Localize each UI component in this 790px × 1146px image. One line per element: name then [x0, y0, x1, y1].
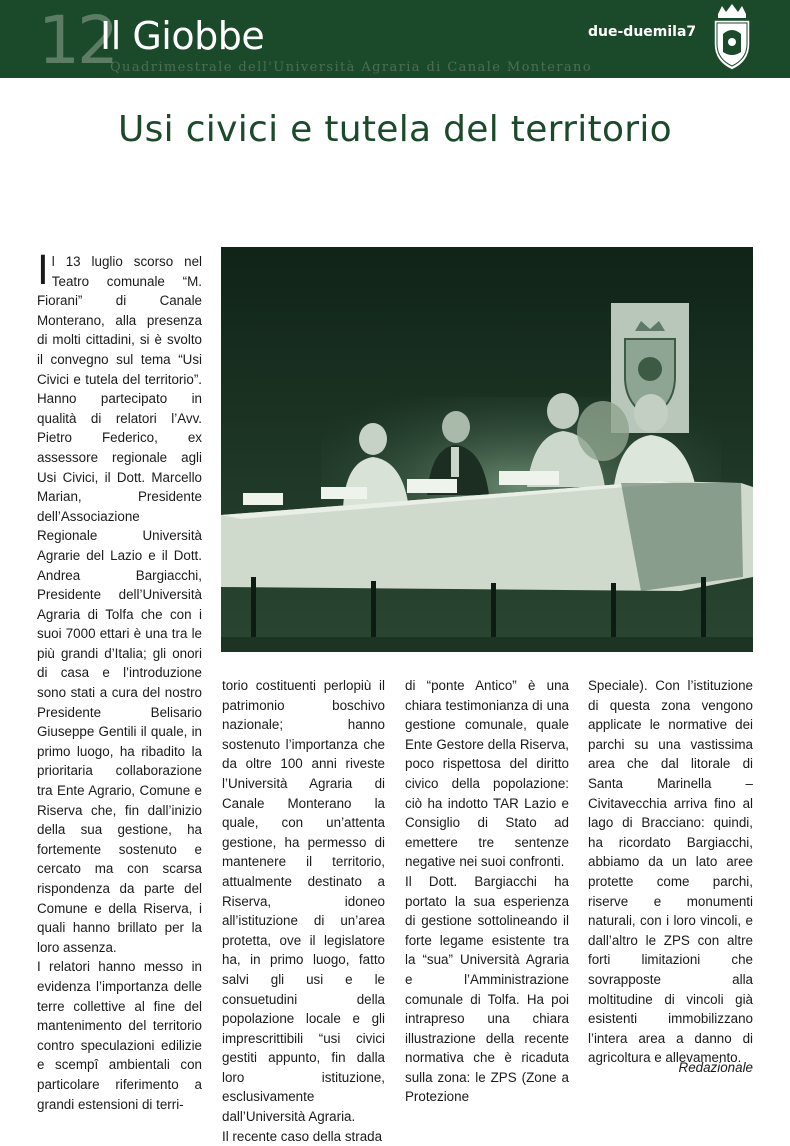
paragraph-strada: Il recente caso della strada: [222, 1128, 383, 1144]
drop-cap: I: [37, 248, 49, 294]
paragraph-territorio: torio costituenti perlopiù il patrimonio boschivo nazionale; hanno sostenuto l’importanza che da oltre 100 anni riveste l’Università Agraria di Canale Monterano la quale, con un’attenta gestione, ha permesso di mantenere il territorio, attualmente destinato a Riserva, idoneo all’istituzione di un’area protetta, ove il legislatore ha, in primo luogo, fatto salvi gli usi e le consuetudini della popolazione locale e gli imprescrittibili “usi civici gestiti appunto, fin dalla loro istituzione, esclusivamente dall’Università Agraria.: [222, 678, 385, 1125]
article-headline: Usi civici e tutela del territorio: [117, 109, 673, 150]
byline: Redazionale: [678, 1060, 753, 1075]
coat-of-arms-icon: [708, 4, 756, 72]
article-column-4: [588, 676, 753, 1068]
journal-subtitle: Quadrimestrale dell'Università Agraria di Canale Monterano: [110, 60, 593, 75]
paragraph-zps: Speciale). Con l’istituzione di questa zona vengono applicate le normative dei parchi su una vastissima area che dal litorale di Santa Marinella – Civitavecchia arriva fino al lago di Bracciano: quindi, ha ricordato Bargiacchi, abbiamo da un lato aree protette come parchi, riserve e monumenti naturali, con i loro vincoli, e dall’altro le ZPS con altre forti limitazioni che sovrapposte alla moltitudine di vincoli già esistenti immobilizzano l’intera area a danno di agricoltura e allevamento.: [588, 678, 753, 1066]
issue-label: due-duemila7: [588, 24, 697, 40]
journal-name: Il Giobbe: [100, 14, 265, 58]
conference-photo: [221, 247, 753, 652]
paragraph-intro: l 13 luglio scorso nel Teatro comunale “M. Fiorani” di Canale Monterano, alla presenza di molti cittadini, si è svolto il convegno sul tema “Usi Civici e tutela del territorio”. Hanno partecipato in qualità di relatori l’Avv. Pietro Federico, ex assessore regionale agli Usi Civici, il Dott. Marcello Marian, Presidente dell’Associazione Regionale Università Agrarie del Lazio e il Dott. Andrea Bargiacchi, Presidente dell’Università Agraria di Tolfa che con i suoi 7000 ettari è una tra le più grandi d’Italia; gli onori di casa e l’introduzione sono stati a cura del nostro Presidente Belisario Giuseppe Gentili il quale, in primo luogo, ha ribadito la prioritaria collaborazione tra Ente Agrario, Comune e Riserva che, fin dall’inizio della sua gestione, ha fortemente sostenuto e cercato ma con scarsa rispondenza da parte del Comune e della Riserva, i quali hanno brillato per la loro assenza.: [37, 254, 202, 955]
paragraph-ponte-antico: di “ponte Antico” è una chiara testimonianza di una gestione comunale, quale Ente Gestore della Riserva, poco rispettosa del diritto civico della popolazione: ciò ha indotto TAR Lazio e Consiglio di Stato ad emettere tre sentenze negative nei suoi confronti.: [405, 678, 569, 870]
article-column-3: [405, 676, 569, 1107]
masthead: [0, 0, 790, 78]
article-column-2: [222, 676, 385, 1146]
paragraph-relatori: I relatori hanno messo in evidenza l’importanza delle terre collettive al fine del mantenimento del territorio contro speculazioni edilizie e scempî ambientali con particolare riferimento a grandi estensioni di terri-: [37, 959, 202, 1112]
issue-number: 12: [38, 2, 116, 78]
article-column-1: [37, 248, 202, 1114]
paragraph-bargiacchi: Il Dott. Bargiacchi ha portato la sua esperienza di gestione sottolineando il forte legame esistente tra la “sua” Università Agraria e l’Amministrazione comunale di Tolfa. Ha poi intrapreso una chiara illustrazione della recente normativa che è ricaduta sulla zona: le ZPS (Zone a Protezione: [405, 873, 569, 1105]
